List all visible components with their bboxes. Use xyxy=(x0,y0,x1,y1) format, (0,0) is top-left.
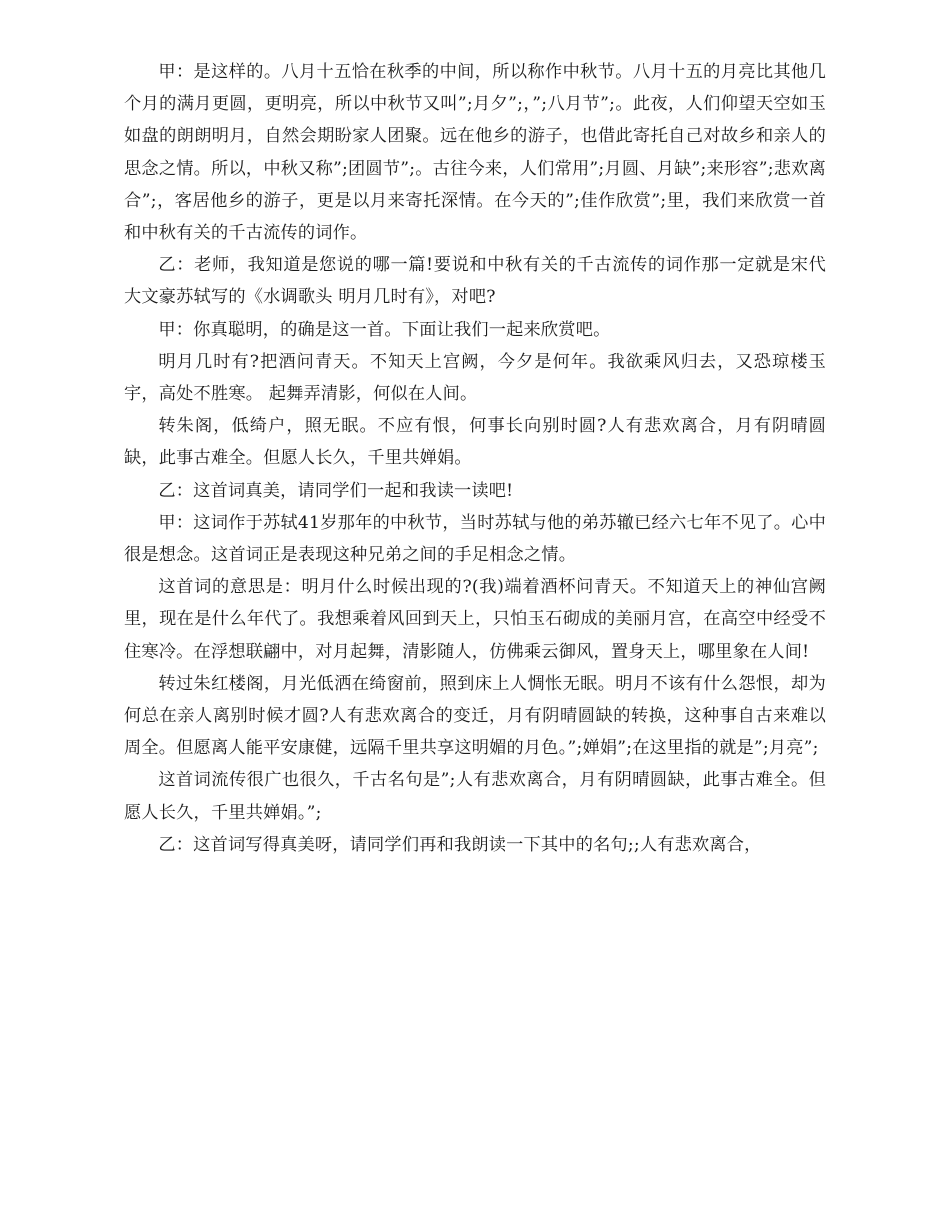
paragraph-poem-part-1: 明月几时有?把酒问青天。不知天上宫阙，今夕是何年。我欲乘风归去，又恐琼楼玉宇，高处不胜寒。 起舞弄清影，何似在人间。 xyxy=(124,351,826,405)
paragraph-poem-part-2: 转朱阁，低绮户，照无眠。不应有恨，何事长向别时圆?人有悲欢离合，月有阴晴圆缺，此事古难全。但愿人长久，千里共婵娟。 xyxy=(124,416,826,469)
paragraph-famous-lines: 这首词流传很广也很久，千古名句是”;人有悲欢离合，月有阴晴圆缺，此事古难全。但愿人长久，千里共婵娟。”; xyxy=(124,770,826,823)
paragraph-background: 甲：这词作于苏轼41岁那年的中秋节，当时苏轼与他的弟苏辙已经六七年不见了。心中很是想念。这首词正是表现这种兄弟之间的手足相念之情。 xyxy=(124,512,826,566)
paragraph-meaning-2: 转过朱红楼阁，月光低洒在绮窗前，照到床上人惆怅无眠。明月不该有什么怨恨，却为何总在亲人离别时候才圆?人有悲欢离合的变迁，月有阴晴圆缺的转换，这种事自古来难以周全。但愿离人能平安康健，远隔千里共享这明媚的月色。”;婵娟”;在这里指的就是”;月亮”; xyxy=(124,673,826,759)
paragraph-teacher-reply: 甲：你真聪明，的确是这一首。下面让我们一起来欣赏吧。 xyxy=(158,319,611,340)
paragraph-closing: 乙：这首词写得真美呀，请同学们再和我朗读一下其中的名句;;人有悲欢离合， xyxy=(158,834,762,855)
paragraph-student-invite: 乙：这首词真美，请同学们一起和我读一读吧! xyxy=(158,480,514,501)
paragraph-intro-explanation: 甲：是这样的。八月十五恰在秋季的中间，所以称作中秋节。八月十五的月亮比其他几个月的满月更圆，更明亮，所以中秋节又叫”;月夕”;，”;八月节”;。此夜，人们仰望天空如玉如盘的朗朗明月，自然会期盼家人团聚。远在他乡的游子，也借此寄托自己对故乡和亲人的思念之情。所以，中秋又称”;团圆节”;。古往今来，人们常用”;月圆、月缺”;来形容”;悲欢离合”;，客居他乡的游子，更是以月来寄托深情。在今天的”;佳作欣赏”;里，我们来欣赏一首和中秋有关的千古流传的词作。 xyxy=(124,62,826,244)
paragraph-student-question: 乙：老师，我知道是您说的哪一篇!要说和中秋有关的千古流传的词作那一定就是宋代大文豪苏轼写的《水调歌头 明月几时有》，对吧? xyxy=(124,255,826,308)
paragraph-meaning-1: 这首词的意思是：明月什么时候出现的?(我)端着酒杯问青天。不知道天上的神仙宫阙里，现在是什么年代了。我想乘着风回到天上，只怕玉石砌成的美丽月宫，在高空中经受不住寒冷。在浮想联翩中，对月起舞，清影随人，仿佛乘云御风，置身天上，哪里象在人间! xyxy=(124,577,826,662)
